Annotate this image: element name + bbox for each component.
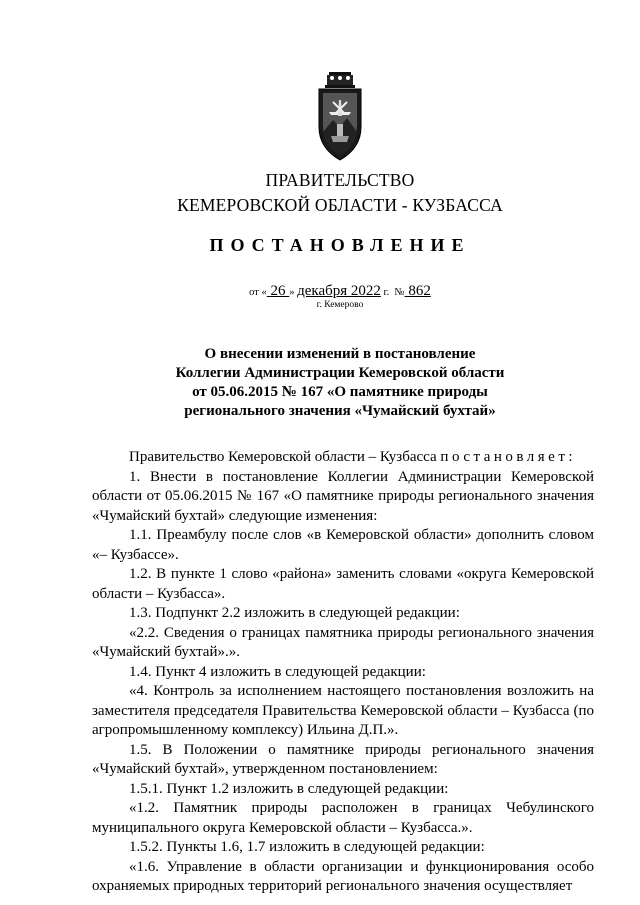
coat-of-arms-icon xyxy=(313,72,367,162)
paragraph: «2.2. Сведения о границах памятника природы регионального значения «Чумайский бухтай».». xyxy=(92,624,594,660)
paragraph: «1.6. Управление в области организации и функционирования особо охраняемых природных территорий регионального значения осуществляет xyxy=(92,858,594,894)
intro-text: Правительство Кемеровской области – Кузбасса xyxy=(129,449,441,465)
date-year-suffix: г. xyxy=(380,287,390,298)
paragraph: 1.1. Преамбулу после слов «в Кемеровской области» дополнить словом «– Кузбассе». xyxy=(92,527,594,563)
title-line: Коллегии Администрации Кемеровской области xyxy=(175,365,505,381)
document-body xyxy=(92,448,594,897)
organization-name-line2: КЕМЕРОВСКОЙ ОБЛАСТИ - КУЗБАССА xyxy=(177,195,503,215)
date-prefix: от « xyxy=(249,287,267,298)
paragraph: 1.4. Пункт 4 изложить в следующей редакции: xyxy=(129,663,426,680)
intro-paragraph xyxy=(92,448,594,468)
organization-name-line1: ПРАВИТЕЛЬСТВО xyxy=(265,170,415,190)
paragraph: 1.5.1. Пункт 1.2 изложить в следующей редакции: xyxy=(129,780,449,797)
document-type: ПОСТАНОВЛЕНИЕ xyxy=(209,235,471,255)
date-separator: » xyxy=(289,287,298,298)
paragraph: «4. Контроль за исполнением настоящего постановления возложить на заместителя председателя Правительства Кемеровской области – Кузбасса (по агропромышленному комплексу) Ильина Д.П.». xyxy=(92,683,594,738)
date-day: 26 xyxy=(266,283,290,299)
paragraph: «1.2. Памятник природы расположен в границах Чебулинского муниципального округа Кемеровской области – Кузбасса.». xyxy=(92,800,594,836)
title-line: регионального значения «Чумайский бухтай» xyxy=(184,403,496,419)
number-label: № xyxy=(394,287,405,298)
paragraph: 1.5.2. Пункты 1.6, 1.7 изложить в следующей редакции: xyxy=(129,839,485,855)
date-month-year: декабря 2022 xyxy=(297,283,381,299)
document-city: г. Кемерово xyxy=(316,300,364,310)
paragraph: 1.3. Подпункт 2.2 изложить в следующей редакции: xyxy=(129,605,460,621)
paragraph: 1. Внести в постановление Коллегии Администрации Кемеровской области от 05.06.2015 № 167 «О памятнике природы регионального значения «Чумайский бухтай» следующие изменения: xyxy=(92,468,594,524)
intro-resolves: постановляет: xyxy=(440,449,577,465)
title-line: О внесении изменений в постановление xyxy=(204,346,476,362)
paragraph: 1.5. В Положении о памятнике природы регионального значения «Чумайский бухтай», утвержденном постановлением: xyxy=(92,741,594,777)
document-title xyxy=(0,345,640,421)
paragraph: 1.2. В пункте 1 слово «района» заменить словами «округа Кемеровской области – Кузбасса». xyxy=(92,566,594,602)
document-date-line xyxy=(0,283,640,300)
title-line: от 05.06.2015 № 167 «О памятнике природы xyxy=(192,384,488,400)
document-number: 862 xyxy=(404,283,431,299)
